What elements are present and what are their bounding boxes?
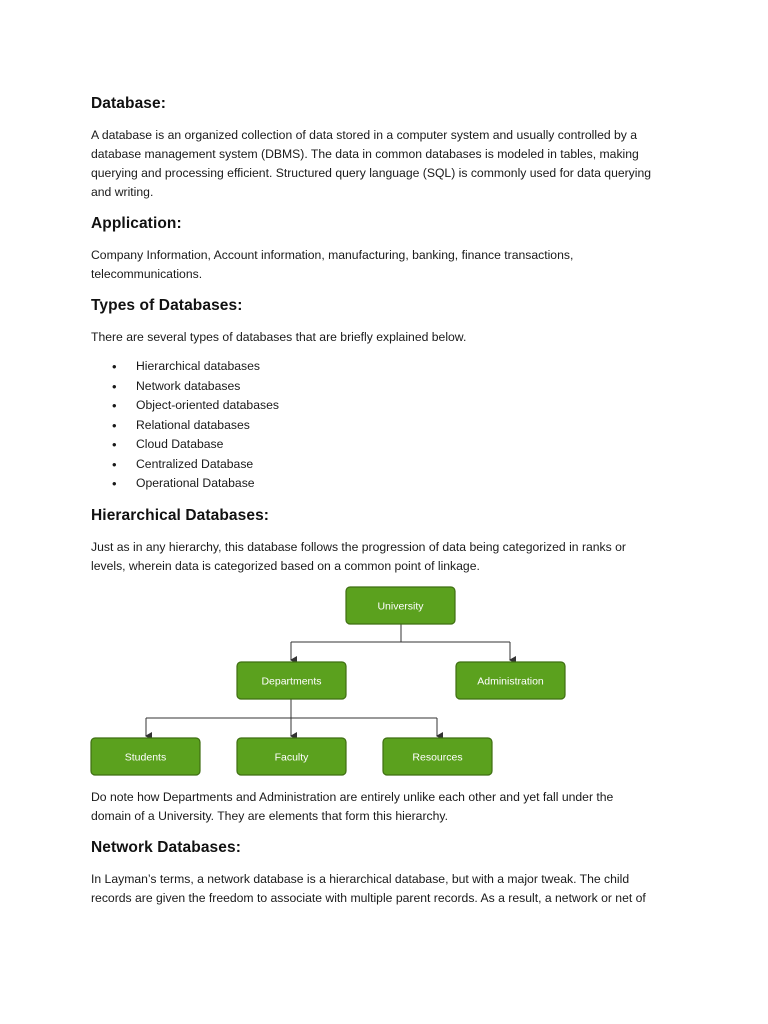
- node-label: University: [377, 600, 424, 613]
- database-types-list: [91, 357, 279, 494]
- node-label: Departments: [261, 675, 322, 688]
- text-line: Do note how Departments and Administration are entirely unlike each other and yet fall under the: [91, 790, 614, 804]
- list-item: [91, 455, 279, 475]
- heading-hierarchical-databases: Hierarchical Databases:: [91, 507, 270, 524]
- text-line: records are given the freedom to associate with multiple parent records. As a result, a network or net of: [91, 891, 646, 905]
- text-line: database management system (DBMS). The data in common databases is modeled in tables, making: [91, 147, 639, 161]
- paragraph-network: [91, 870, 681, 908]
- text-line: Company Information, Account information, manufacturing, banking, finance transactions,: [91, 248, 574, 262]
- text-line: telecommunications.: [91, 267, 203, 281]
- list-item: [91, 416, 279, 436]
- node-departments: [237, 662, 346, 699]
- text-line: A database is an organized collection of data stored in a computer system and usually controlled by a: [91, 128, 638, 142]
- paragraph-types-intro: There are several types of databases that are briefly explained below.: [91, 330, 467, 344]
- paragraph-hierarchical: [91, 538, 681, 576]
- bullet-icon: •: [112, 456, 117, 472]
- text-line: and writing.: [91, 185, 154, 199]
- edge-university-children: [291, 624, 510, 660]
- paragraph-database: [91, 126, 681, 202]
- bullet-icon: •: [112, 476, 117, 491]
- heading-types-of-databases: Types of Databases:: [91, 297, 243, 314]
- node-label: Students: [124, 751, 167, 764]
- list-item: [91, 377, 279, 397]
- node-label: Resources: [412, 751, 463, 764]
- bullet-icon: •: [112, 398, 117, 413]
- text-line: levels, wherein data is categorized based on a common point of linkage.: [91, 559, 480, 573]
- list-item-label: Relational databases: [136, 417, 250, 432]
- text-line: In Layman’s terms, a network database is a hierarchical database, but with a major tweak. The child: [91, 872, 630, 886]
- list-item-label: Hierarchical databases: [136, 359, 260, 373]
- node-resources: [383, 738, 492, 775]
- list-item-label: Cloud Database: [136, 437, 224, 451]
- list-item-label: Object-oriented databases: [136, 398, 279, 412]
- edge-departments-children: [146, 699, 437, 736]
- node-faculty: [237, 738, 346, 775]
- node-label: Administration: [477, 675, 544, 688]
- bullet-icon: •: [112, 437, 117, 452]
- list-item-label: Network databases: [136, 378, 241, 393]
- text-line: domain of a University. They are elements that form this hierarchy.: [91, 809, 448, 823]
- list-item: [91, 357, 279, 377]
- node-administration: [456, 662, 565, 699]
- bullet-icon: •: [112, 417, 117, 433]
- node-label: Faculty: [274, 751, 309, 764]
- list-item: [91, 435, 279, 455]
- node-university: [346, 587, 455, 624]
- paragraph-hierarchy-note: [91, 788, 681, 826]
- text-line: Just as in any hierarchy, this database follows the progression of data being categorized in ranks or: [91, 540, 626, 554]
- bullet-icon: •: [112, 378, 117, 394]
- heading-database: Database:: [91, 95, 166, 112]
- bullet-icon: •: [112, 359, 117, 374]
- heading-network-databases: Network Databases:: [91, 839, 241, 856]
- list-item-label: Centralized Database: [136, 456, 254, 471]
- heading-application: Application:: [91, 215, 182, 232]
- node-students: [91, 738, 200, 775]
- list-item: [91, 396, 279, 416]
- text-line: querying and processing efficient. Structured query language (SQL) is commonly used for data querying: [91, 166, 652, 180]
- paragraph-application: [91, 246, 681, 284]
- list-item: [91, 474, 279, 494]
- list-item-label: Operational Database: [136, 476, 255, 490]
